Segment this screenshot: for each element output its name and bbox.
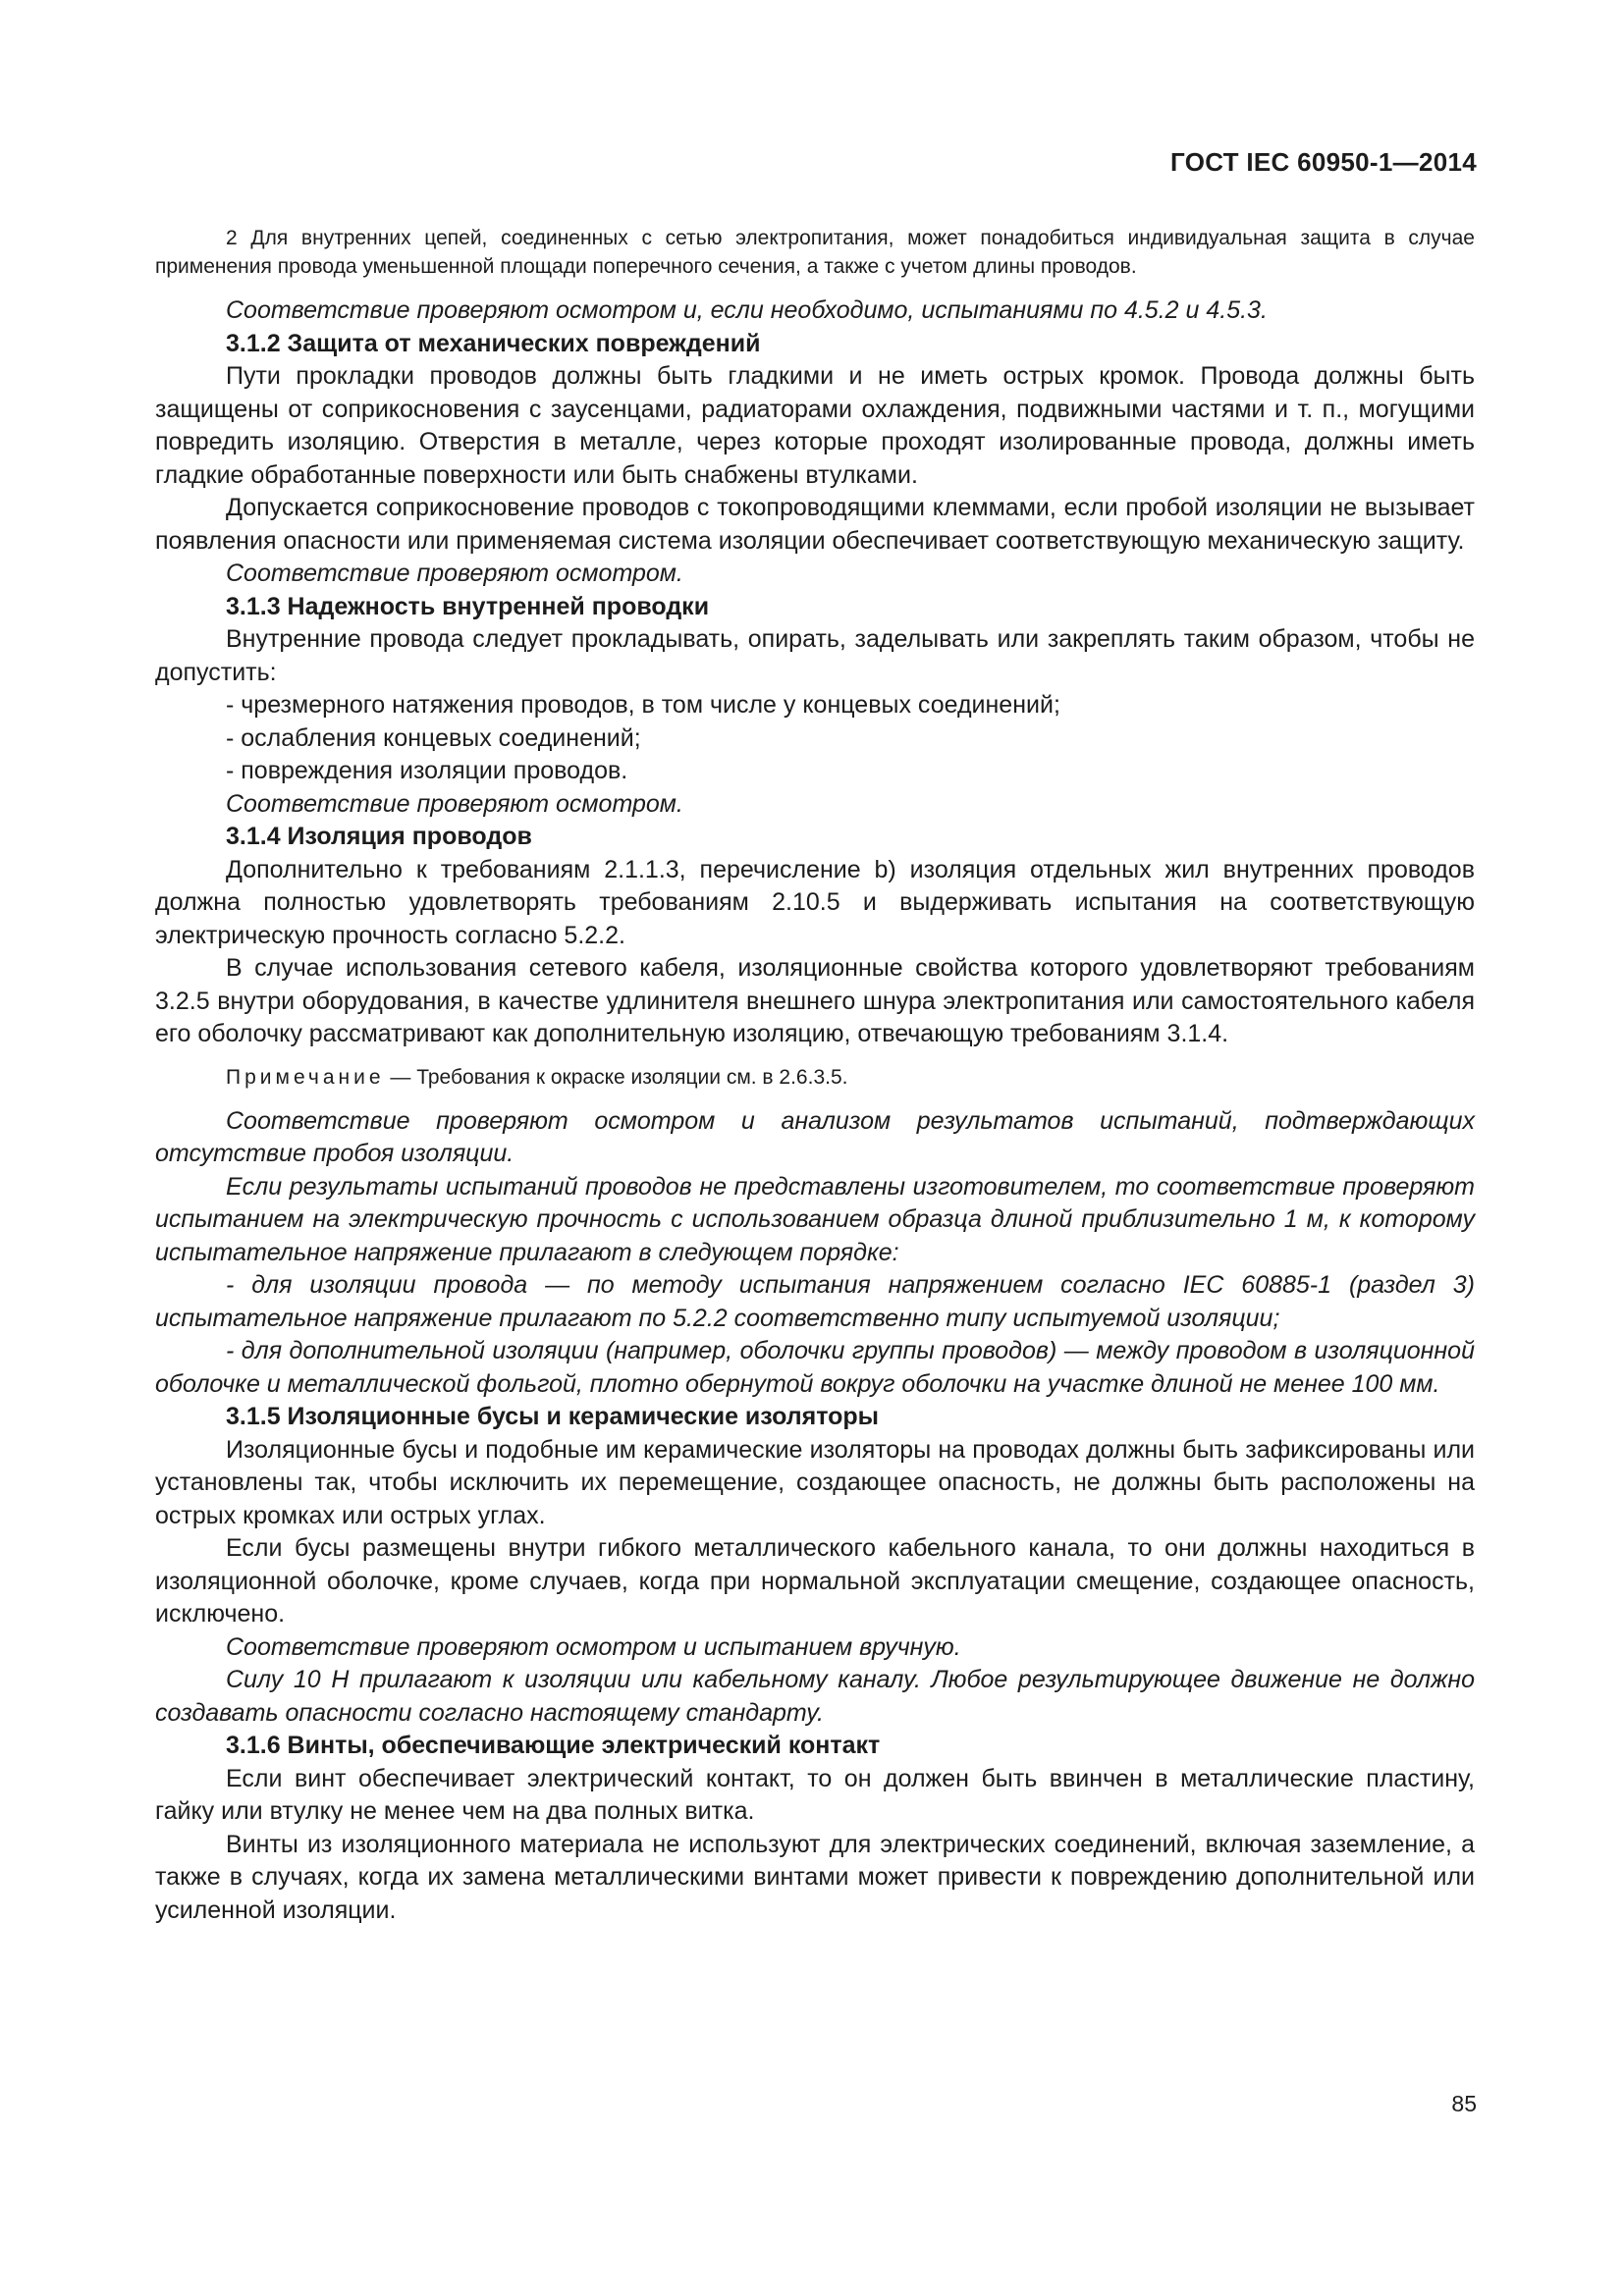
note [155, 1063, 1475, 1092]
paragraph: Внутренние провода следует прокладывать, опирать, заделывать или закреплять таким образом, чтобы не допустить: [155, 625, 1475, 686]
section-heading-3-1-3: 3.1.3 Надежность внутренней проводки [226, 592, 710, 620]
section-heading-3-1-6: 3.1.6 Винты, обеспечивающие электрический контакт [226, 1732, 881, 1759]
list-item: - повреждения изоляции проводов. [226, 757, 628, 784]
compliance-check: Силу 10 Н прилагают к изоляции или кабельному каналу. Любое результирующее движение не должно создавать опасности согласно настоящему стандарту. [155, 1666, 1475, 1727]
paragraph: Дополнительно к требованиям 2.1.1.3, перечисление b) изоляция отдельных жил внутренних проводов должна полностью удовлетворять требованиям 2.10.5 и выдерживать испытания на соответствующую электрическую прочность согласно 5.2.2. [155, 855, 1475, 949]
note-label: Примечание [226, 1065, 385, 1089]
paragraph: Изоляционные бусы и подобные им керамические изоляторы на проводах должны быть зафиксированы или установлены так, чтобы исключить их перемещение, создающее опасность, не должны быть расположены на острых кромках или острых углах. [155, 1435, 1475, 1529]
compliance-check: Соответствие проверяют осмотром и испытанием вручную. [226, 1632, 961, 1661]
compliance-check: - для дополнительной изоляции (например, оболочки группы проводов) — между проводом в изоляционной оболочке и металлической фольгой, плотно обернутой вокруг оболочки на участке длиной не менее 100 мм. [155, 1337, 1475, 1398]
paragraph: Винты из изоляционного материала не используют для электрических соединений, включая заземление, а также в случаях, когда их замена металлическими винтами может привести к повреждению дополнительной или усиленной изоляции. [155, 1830, 1475, 1924]
document-header: ГОСТ IEC 60950-1—2014 [1170, 147, 1477, 177]
paragraph: Пути прокладки проводов должны быть гладкими и не иметь острых кромок. Провода должны быть защищены от соприкосновения с заусенцами, радиаторами охлаждения, подвижными частями и т. п., могущими повредить изоляцию. Отверстия в металле, через которые проходят изолированные провода, должны иметь гладкие обработанные поверхности или быть снабжены втулками. [155, 362, 1475, 489]
section-heading-3-1-2: 3.1.2 Защита от механических повреждений [226, 329, 761, 357]
compliance-check: - для изоляции провода — по методу испытания напряжением согласно IEC 60885-1 (раздел 3) испытательное напряжение прилагают по 5.2.2 соответственно типу испытуемой изоляции; [155, 1271, 1475, 1332]
section-heading-3-1-5: 3.1.5 Изоляционные бусы и керамические изоляторы [226, 1403, 880, 1430]
compliance-check: Если результаты испытаний проводов не представлены изготовителем, то соответствие проверяют испытанием на электрическую прочность с использованием образца длиной приблизительно 1 м, к которому испытательное напряжение прилагают в следующем порядке: [155, 1172, 1475, 1266]
page-number: 85 [1451, 2091, 1477, 2116]
list-item: - ослабления концевых соединений; [226, 723, 641, 752]
compliance-check: Соответствие проверяют осмотром. [226, 560, 683, 587]
paragraph: Если винт обеспечивает электрический контакт, то он должен быть ввинчен в металлические пластину, гайку или втулку не менее чем на два полных витка. [155, 1764, 1475, 1825]
section-heading-3-1-4: 3.1.4 Изоляция проводов [226, 823, 532, 850]
paragraph: 2 Для внутренних цепей, соединенных с сетью электропитания, может понадобиться индивидуальная защита в случае применения провода уменьшенной площади поперечного сечения, а также с учетом длины проводов. [155, 227, 1475, 278]
document-body [155, 224, 1475, 1927]
list-item: - чрезмерного натяжения проводов, в том числе у концевых соединений; [226, 691, 1060, 719]
paragraph: Если бусы размещены внутри гибкого металлического кабельного канала, то они должны находиться в изоляционной оболочке, кроме случаев, когда при нормальной эксплуатации смещение, создающее опасность, исключено. [155, 1534, 1475, 1628]
note-text: — Требования к окраске изоляции см. в 2.6.3.5. [384, 1065, 848, 1089]
paragraph: В случае использования сетевого кабеля, изоляционные свойства которого удовлетворяют требованиям 3.2.5 внутри оборудования, в качестве удлинителя внешнего шнура электропитания или самостоятельного кабеля его оболочку рассматривают как дополнительную изоляцию, отвечающую требованиям 3.1.4. [155, 954, 1475, 1047]
paragraph: Допускается соприкосновение проводов с токопроводящими клеммами, если пробой изоляции не вызывает появления опасности или применяемая система изоляции обеспечивает соответствующую механическую защиту. [155, 494, 1475, 555]
compliance-check: Соответствие проверяют осмотром и, если необходимо, испытаниями по 4.5.2 и 4.5.3. [226, 296, 1268, 324]
compliance-check: Соответствие проверяют осмотром и анализом результатов испытаний, подтверждающих отсутствие пробоя изоляции. [155, 1106, 1475, 1167]
compliance-check: Соответствие проверяют осмотром. [226, 789, 683, 818]
